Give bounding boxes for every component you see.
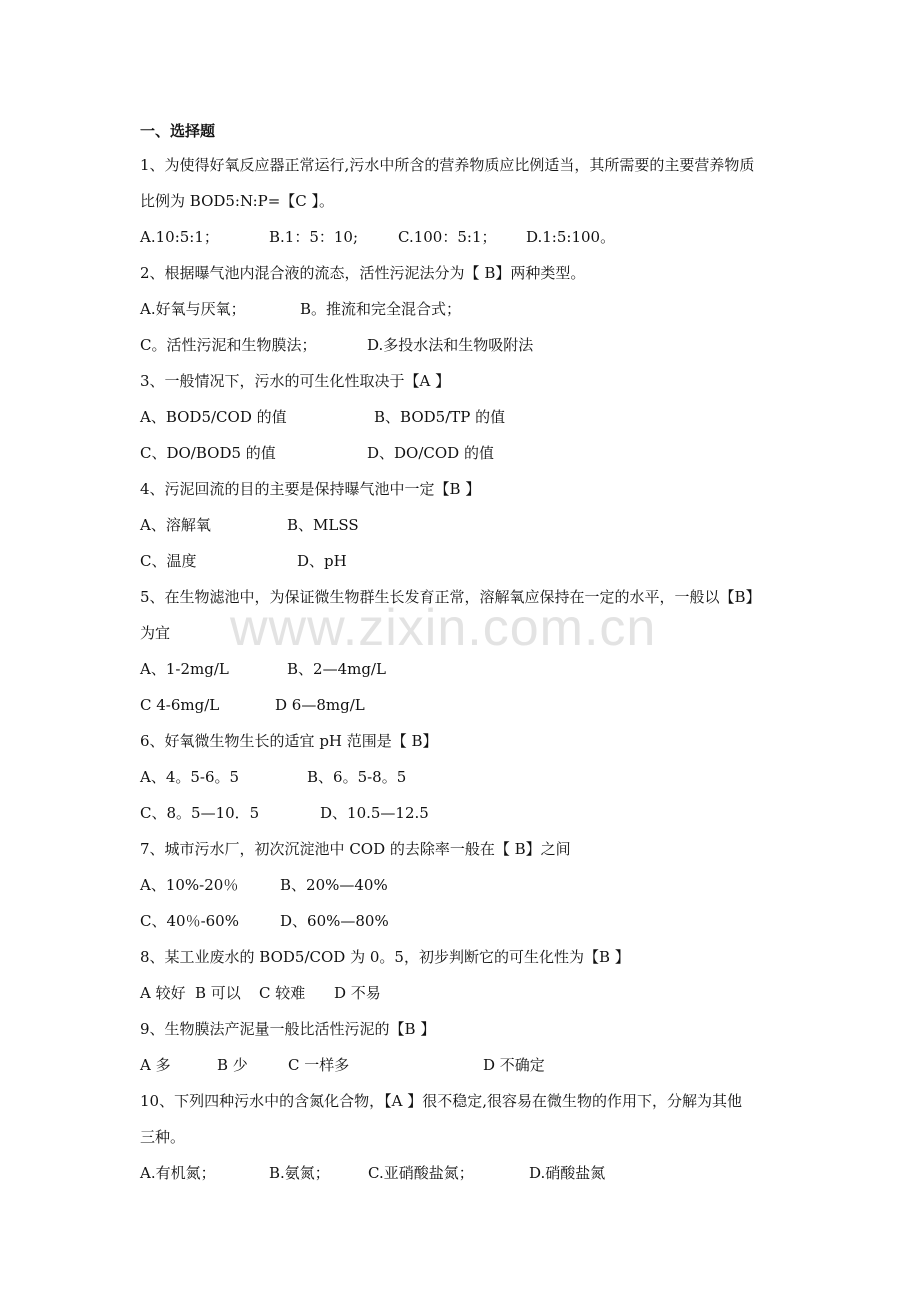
answer-option: B、MLSS	[287, 516, 359, 534]
answer-option: A、10%-20％	[140, 876, 239, 894]
question-3-options-row	[140, 407, 820, 427]
question-8-text: 8、某工业废水的 BOD5/COD 为 0。5，初步判断它的可生化性为【B 】	[140, 948, 630, 966]
question-7-text: 7、城市污水厂，初次沉淀池中 COD 的去除率一般在【 B】之间	[140, 840, 571, 858]
answer-option: D、60%—80%	[280, 912, 389, 930]
answer-option: A.好氧与厌氧；	[140, 300, 246, 318]
answer-option: C 4-6mg/L	[140, 696, 220, 714]
answer-option: D 不确定	[483, 1056, 545, 1074]
question-5-text: 为宜	[140, 624, 171, 642]
answer-option: B、6。5-8。5	[307, 768, 407, 786]
question-10-options-row	[140, 1163, 820, 1183]
question-8-options-row	[140, 983, 820, 1003]
answer-option: A.有机氮；	[140, 1164, 216, 1182]
answer-option: D、pH	[297, 552, 347, 570]
answer-option: A 较好	[140, 984, 186, 1002]
question-9-text: 9、生物膜法产泥量一般比活性污泥的【B 】	[140, 1020, 436, 1038]
answer-option: C。活性污泥和生物膜法；	[140, 336, 317, 354]
question-1-text: 1、为使得好氧反应器正常运行,污水中所含的营养物质应比例适当，其所需要的主要营养物质	[140, 156, 755, 174]
question-4-options-row	[140, 551, 820, 571]
question-10-text: 10、下列四种污水中的含氮化合物，【A 】很不稳定,很容易在微生物的作用下，分解为其他	[140, 1092, 742, 1110]
question-5-options-row	[140, 659, 820, 679]
answer-option: C 一样多	[288, 1056, 350, 1074]
answer-option: D 6—8mg/L	[275, 696, 365, 714]
answer-option: B、2—4mg/L	[287, 660, 386, 678]
answer-option: D.1:5:100。	[526, 228, 616, 246]
question-6-options-row	[140, 767, 820, 787]
answer-option: C、40％-60%	[140, 912, 239, 930]
question-2-options-row	[140, 335, 820, 355]
question-5-options-row	[140, 695, 820, 715]
section-title: 一、选择题	[140, 122, 216, 140]
answer-option: A、溶解氧	[140, 516, 211, 534]
answer-option: A、4。5-6。5	[140, 768, 240, 786]
question-6-text: 6、好氧微生物生长的适宜 pH 范围是【 B】	[140, 732, 438, 750]
answer-option: C.亚硝酸盐氮；	[368, 1164, 474, 1182]
question-4-options-row	[140, 515, 820, 535]
answer-option: C、温度	[140, 552, 197, 570]
answer-option: C、8。5—10．5	[140, 804, 260, 822]
question-2-options-row	[140, 299, 820, 319]
answer-option: B 可以	[195, 984, 241, 1002]
answer-option: B 少	[217, 1056, 248, 1074]
question-7-options-row	[140, 875, 820, 895]
answer-option: D、10.5—12.5	[320, 804, 429, 822]
answer-option: C.100：5:1；	[398, 228, 497, 246]
question-1-options-row	[140, 227, 820, 247]
answer-option: A、BOD5/COD 的值	[140, 408, 287, 426]
answer-option: D.多投水法和生物吸附法	[367, 336, 534, 354]
question-6-options-row	[140, 803, 820, 823]
answer-option: D.硝酸盐氮	[529, 1164, 606, 1182]
answer-option: C 较难	[259, 984, 306, 1002]
answer-option: D 不易	[334, 984, 381, 1002]
answer-option: C、DO/BOD5 的值	[140, 444, 276, 462]
answer-option: D、DO/COD 的值	[367, 444, 494, 462]
answer-option: A.10:5:1；	[140, 228, 219, 246]
question-10-text: 三种。	[140, 1128, 186, 1146]
question-2-text: 2、根据曝气池内混合液的流态，活性污泥法分为【 B】两种类型。	[140, 264, 586, 282]
question-3-options-row	[140, 443, 820, 463]
question-7-options-row	[140, 911, 820, 931]
answer-option: B、20%—40%	[280, 876, 388, 894]
answer-option: A、1-2mg/L	[140, 660, 229, 678]
watermark: www.zixin.com.cn	[230, 599, 657, 657]
question-3-text: 3、一般情况下，污水的可生化性取决于【A 】	[140, 372, 451, 390]
answer-option: B.1：5：10;	[269, 228, 359, 246]
question-5-text: 5、在生物滤池中，为保证微生物群生长发育正常，溶解氧应保持在一定的水平，一般以【B】	[140, 588, 761, 606]
answer-option: B、BOD5/TP 的值	[374, 408, 506, 426]
question-4-text: 4、污泥回流的目的主要是保持曝气池中一定【B 】	[140, 480, 481, 498]
question-1-text: 比例为 BOD5:N:P=【C 】。	[140, 192, 335, 210]
answer-option: B。推流和完全混合式；	[300, 300, 462, 318]
question-9-options-row	[140, 1055, 820, 1075]
answer-option: B.氨氮；	[269, 1164, 330, 1182]
answer-option: A 多	[140, 1056, 171, 1074]
